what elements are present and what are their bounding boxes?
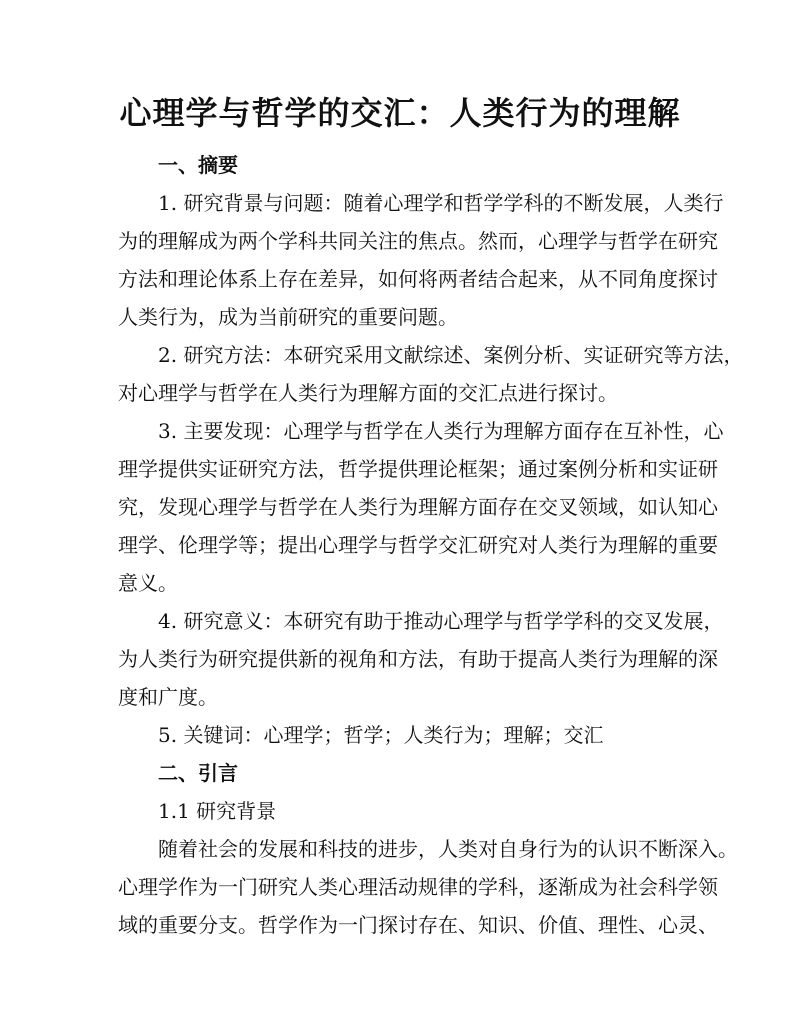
subsection-heading-background: 1.1 研究背景 xyxy=(158,799,277,823)
abstract-item-background xyxy=(118,184,724,336)
text-line: 理学、伦理学等；提出心理学与哲学交汇研究对人类行为理解的重要 xyxy=(118,533,718,557)
text-line: 人类行为，成为当前研究的重要问题。 xyxy=(118,305,458,329)
text-line: 1. 研究背景与问题：随着心理学和哲学学科的不断发展，人类行 xyxy=(158,191,724,215)
text-line: 随着社会的发展和科技的进步，人类对自身行为的认识不断深入。 xyxy=(158,837,738,861)
text-line: 为的理解成为两个学科共同关注的焦点。然而，心理学与哲学在研究 xyxy=(118,229,718,253)
text-line: 域的重要分支。哲学作为一门探讨存在、知识、价值、理性、心灵、 xyxy=(118,913,718,937)
text-line: 究，发现心理学与哲学在人类行为理解方面存在交叉领域，如认知心 xyxy=(118,495,718,519)
section-heading-introduction: 二、引言 xyxy=(158,761,238,785)
text-line: 度和广度。 xyxy=(118,685,218,709)
text-line: 5. 关键词：心理学；哲学；人类行为；理解；交汇 xyxy=(158,723,604,747)
text-line: 对心理学与哲学在人类行为理解方面的交汇点进行探讨。 xyxy=(118,381,618,405)
document-title: 心理学与哲学的交汇：人类行为的理解 xyxy=(119,94,681,132)
section-heading-abstract: 一、摘要 xyxy=(158,153,238,177)
abstract-item-significance xyxy=(118,602,724,716)
abstract-item-findings xyxy=(118,412,724,602)
text-line: 4. 研究意义：本研究有助于推动心理学与哲学学科的交叉发展， xyxy=(158,609,724,633)
text-line: 2. 研究方法：本研究采用文献综述、案例分析、实证研究等方法， xyxy=(158,343,744,367)
text-line: 3. 主要发现：心理学与哲学在人类行为理解方面存在互补性，心 xyxy=(158,419,724,443)
document-body xyxy=(118,146,744,944)
text-line: 意义。 xyxy=(118,571,178,595)
text-line: 方法和理论体系上存在差异，如何将两者结合起来，从不同角度探讨 xyxy=(118,267,718,291)
text-line: 为人类行为研究提供新的视角和方法，有助于提高人类行为理解的深 xyxy=(118,647,718,671)
text-line: 心理学作为一门研究人类心理活动规律的学科，逐渐成为社会科学领 xyxy=(118,875,718,899)
text-line: 理学提供实证研究方法，哲学提供理论框架；通过案例分析和实证研 xyxy=(118,457,718,481)
abstract-item-keywords xyxy=(118,716,690,754)
abstract-item-methods xyxy=(118,336,744,412)
introduction-paragraph xyxy=(118,830,738,944)
